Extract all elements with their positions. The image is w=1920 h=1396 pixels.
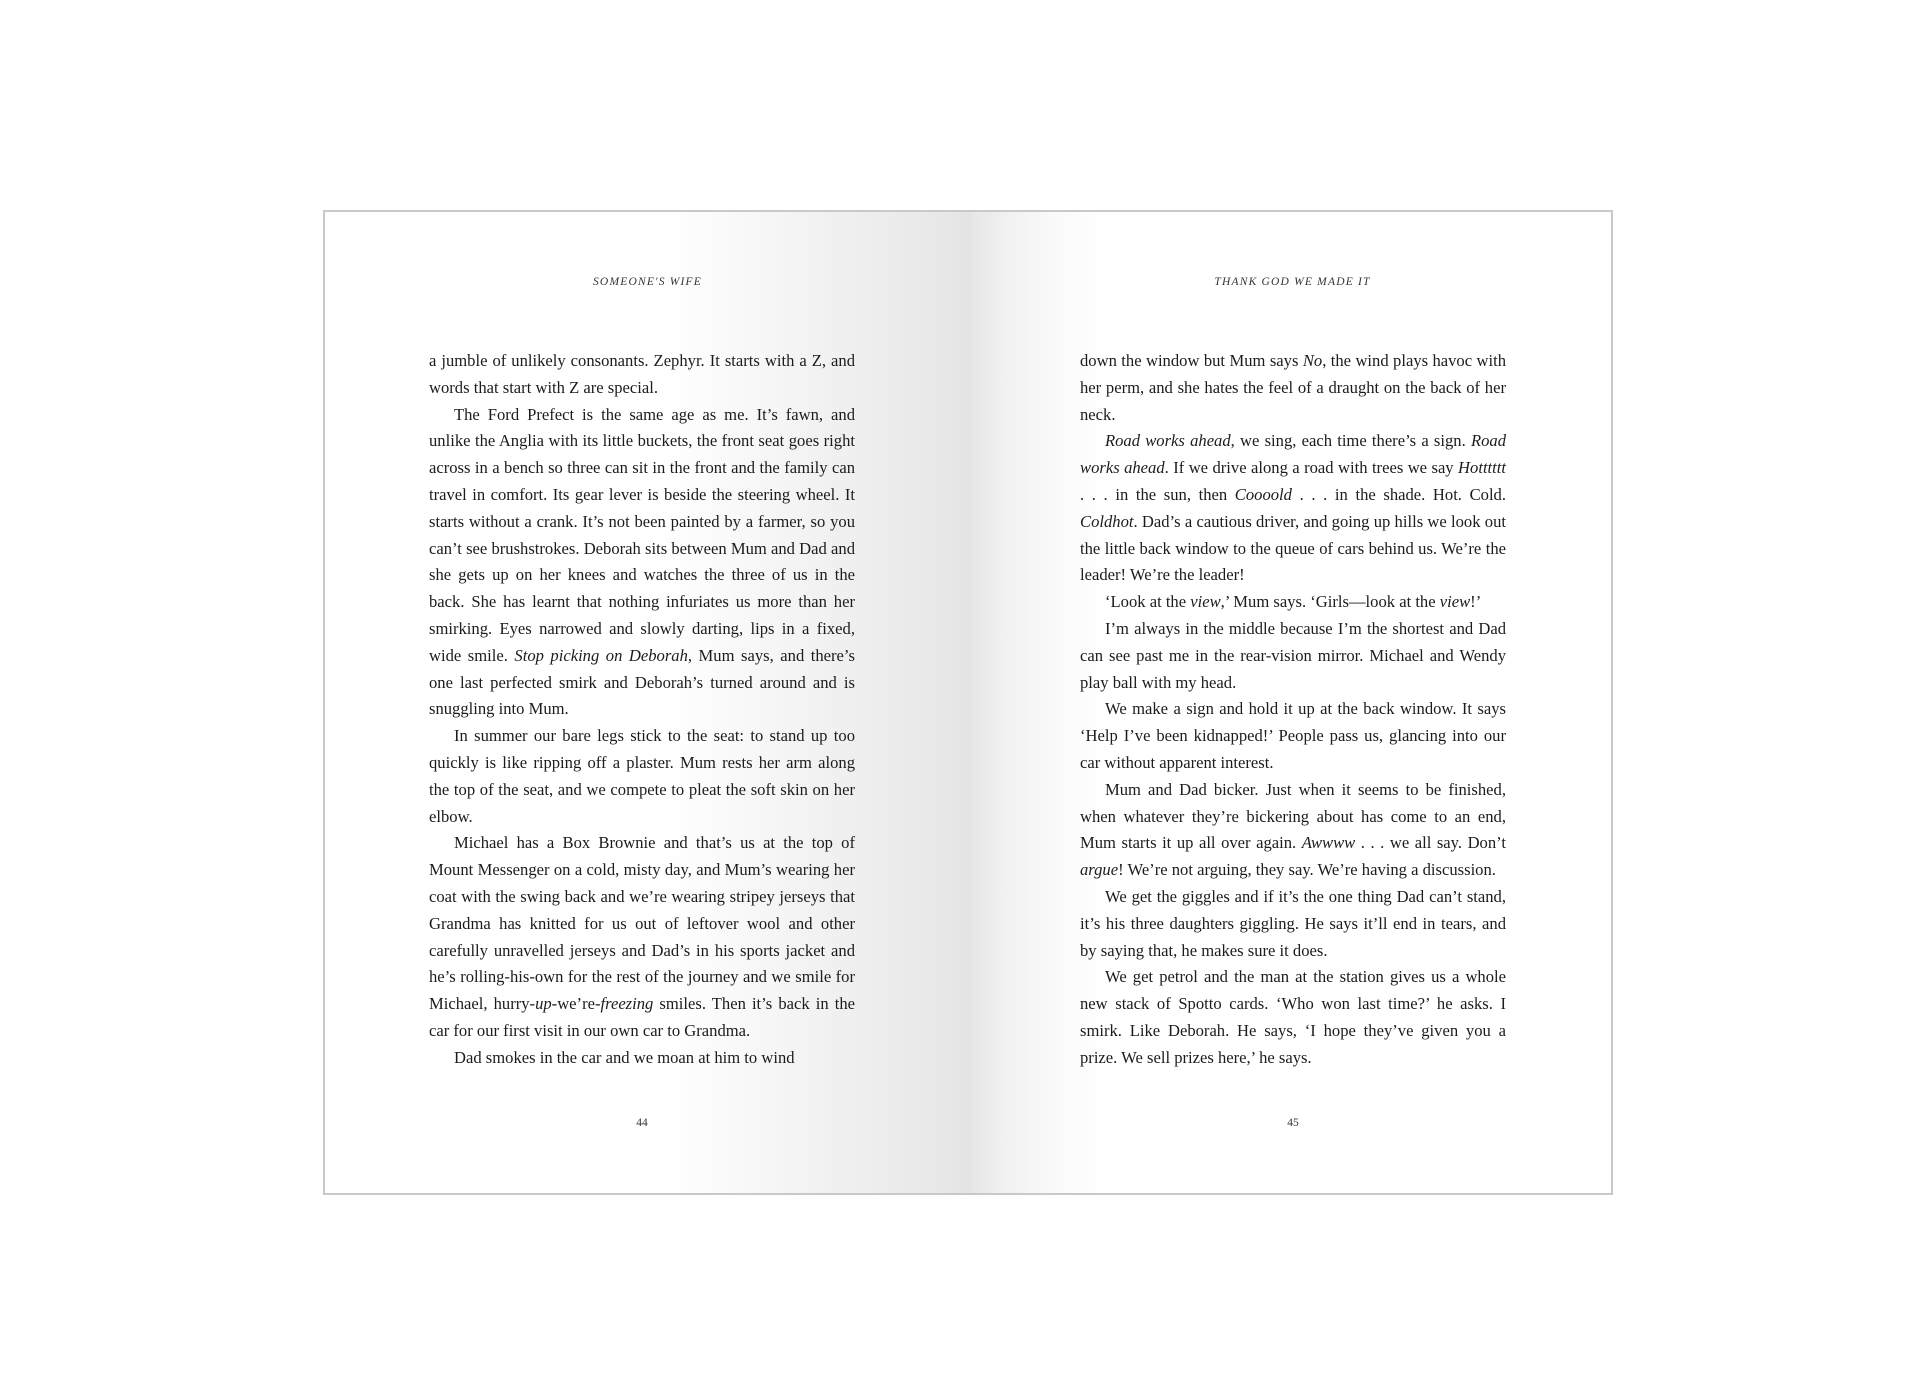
italic-text: Awwww	[1301, 833, 1356, 853]
text-run: . . . in the shade. Hot. Cold.	[1291, 484, 1507, 504]
running-head: SOMEONE'S WIFE	[592, 276, 702, 288]
italic-text: freezing	[600, 994, 654, 1014]
text-run: ,’ Mum says. ‘Girls—look at the	[1220, 592, 1440, 612]
paragraph	[1080, 884, 1506, 964]
italic-text: Coooold	[1234, 484, 1292, 504]
body-text	[1080, 348, 1506, 1072]
italic-text: Road works ahead	[1080, 431, 1506, 478]
paragraph	[1080, 696, 1506, 776]
paragraph	[1080, 348, 1506, 428]
text-run: -we’re-	[551, 994, 601, 1014]
italic-text: up	[535, 994, 552, 1014]
paragraph	[1080, 616, 1506, 696]
italic-text: argue	[1080, 860, 1119, 880]
text-run: , the wind plays havoc with her perm, and she hates the feel of a draught on the back of her neck.	[1080, 351, 1507, 424]
paragraph	[429, 830, 855, 1044]
italic-text: view	[1439, 592, 1471, 612]
text-run: I’m always in the middle because I’m the shortest and Dad can see past me in the rear-vision mirror. Michael and Wendy play ball with my head.	[1080, 618, 1506, 692]
paragraph	[429, 348, 855, 402]
text-run: ‘Look at the	[1105, 592, 1191, 612]
right-page	[970, 212, 1613, 1193]
page-number: 44	[636, 1117, 648, 1129]
paragraph	[429, 723, 855, 830]
text-run: a jumble of unlikely consonants. Zephyr. It starts with a Z, and words that start with Z are special.	[429, 351, 855, 397]
italic-text: No	[1302, 351, 1323, 370]
text-run: . Dad’s a cautious driver, and going up hills we look out the little back window to the queue of cars behind us. We’re the leader! We’re the leader!	[1080, 511, 1506, 585]
paragraph	[1080, 777, 1506, 884]
text-run: !’	[1470, 592, 1482, 612]
text-run: smiles. Then it’s back in the car for our first visit in our own car to Grandma.	[429, 994, 855, 1040]
italic-text: Coldhot	[1080, 511, 1134, 531]
text-run: Michael has a Box Brownie and that’s us at the top of Mount Messenger on a cold, misty day, and Mum’s wearing her coat with the swing back and we’re wearing stripey jerseys that Grandma has knitted for us out of leftover wool and other carefully unravelled jerseys and Dad’s in his sports jacket and he’s rolling-his-own for the rest of the journey and we smile for Michael, hurry-	[429, 833, 855, 1014]
paragraph	[429, 1045, 855, 1072]
text-run: , we sing, each time there’s a sign.	[1230, 431, 1471, 451]
text-run: down the window but Mum says	[1080, 351, 1303, 370]
text-run: Mum and Dad bicker. Just when it seems to be finished, when whatever they’re bickering about has come to an end, Mum starts it up all over again.	[1080, 779, 1506, 853]
text-run: We get the giggles and if it’s the one thing Dad can’t stand, it’s his three daughters giggling. He says it’ll end in tears, and by saying that, he makes sure it does.	[1080, 886, 1506, 960]
text-run: We get petrol and the man at the station gives us a whole new stack of Spotto cards. ‘Who won last time?’ he asks. I smirk. Like Deborah. He says, ‘I hope they’ve given you a prize. We sell prizes here,’ he says.	[1080, 967, 1506, 1067]
italic-text: Road works ahead	[1105, 431, 1231, 451]
paragraph	[429, 402, 855, 724]
text-run: , Mum says, and there’s one last perfected smirk and Deborah’s turned around and is snuggling into Mum.	[429, 645, 855, 719]
italic-text: view	[1190, 592, 1221, 612]
text-run: In summer our bare legs stick to the seat: to stand up too quickly is like ripping off a plaster. Mum rests her arm along the top of the seat, and we compete to pleat the soft skin on her elbow.	[429, 726, 855, 826]
page-number: 45	[1287, 1117, 1299, 1129]
book-spread	[323, 210, 1613, 1195]
paragraph	[1080, 589, 1506, 616]
body-text	[429, 348, 855, 1072]
italic-text: Stop picking on Deborah	[514, 645, 688, 665]
text-run: We make a sign and hold it up at the back window. It says ‘Help I’ve been kidnapped!’ People pass us, glancing into our car without apparent interest.	[1080, 699, 1506, 772]
left-page	[325, 212, 970, 1193]
text-run: The Ford Prefect is the same age as me. It’s fawn, and unlike the Anglia with its little buckets, the front seat goes right across in a bench so three can sit in the front and the family can travel in comfort. Its gear lever is beside the steering wheel. It starts without a crank. It’s not been painted by a farmer, so you can’t see brushstrokes. Deborah sits between Mum and Dad and she gets up on her knees and watches the three of us in the back. She has learnt that nothing infuriates us more than her smirking. Eyes narrowed and slowly darting, lips in a fixed, wide smile.	[429, 404, 855, 665]
text-run: . If we drive along a road with trees we say	[1164, 458, 1459, 478]
running-head: THANK GOD WE MADE IT	[1214, 276, 1371, 288]
paragraph	[1080, 964, 1506, 1071]
italic-text: Hotttttt	[1458, 458, 1506, 478]
paragraph	[1080, 428, 1506, 589]
text-run: ! We’re not arguing, they say. We’re having a discussion.	[1118, 860, 1496, 880]
text-run: . . . we all say. Don’t	[1355, 833, 1506, 853]
text-run: Dad smokes in the car and we moan at him to wind	[454, 1047, 795, 1067]
text-run: . . . in the sun, then	[1080, 484, 1235, 504]
